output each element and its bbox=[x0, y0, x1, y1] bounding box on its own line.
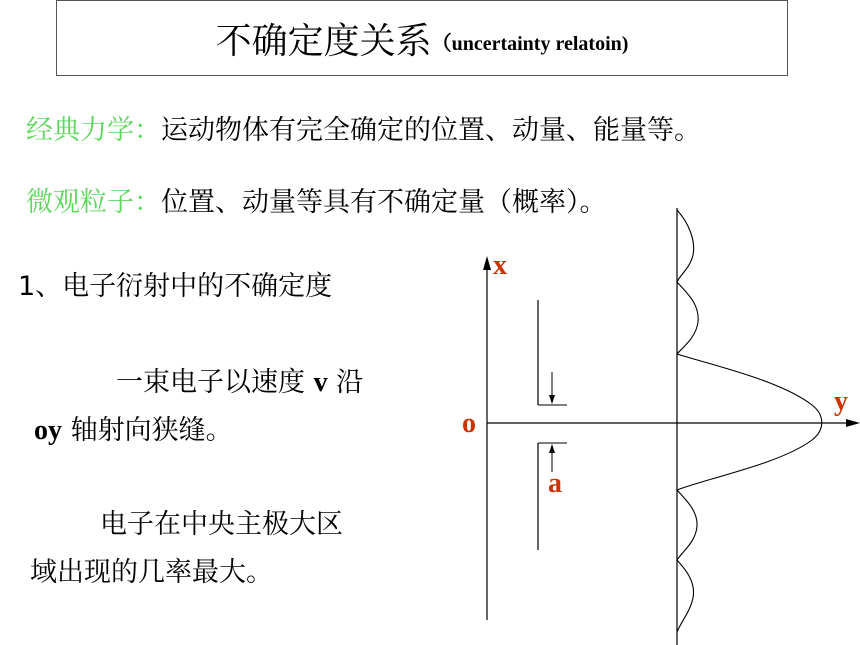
para1-line1-pre: 一束电子以速度 bbox=[116, 367, 314, 398]
velocity-symbol: v bbox=[313, 367, 328, 398]
page-subtitle: （uncertainty relatoin) bbox=[431, 32, 629, 55]
oy-symbol: oy bbox=[34, 415, 62, 446]
para2-line1: 电子在中央主极大区 bbox=[100, 509, 343, 540]
para1-line1-post: 沿 bbox=[327, 367, 364, 398]
arrow-down-icon bbox=[549, 395, 555, 404]
x-axis-arrow-icon bbox=[483, 256, 491, 270]
para1-line2-post: 轴射向狭缝。 bbox=[62, 415, 233, 446]
classical-text: 运动物体有完全确定的位置、动量、能量等。 bbox=[161, 115, 701, 146]
origin-label: o bbox=[462, 408, 476, 439]
section-heading: 1、电子衍射中的不确定度 bbox=[18, 271, 333, 302]
para2-line2: 域出现的几率最大。 bbox=[30, 557, 273, 588]
micro-label: 微观粒子： bbox=[26, 187, 161, 218]
page-title: 不确定度关系 bbox=[215, 20, 432, 62]
x-axis-label: x bbox=[493, 250, 507, 281]
y-axis-arrow-icon bbox=[846, 419, 860, 427]
y-axis-label: y bbox=[834, 386, 848, 417]
arrow-up-icon bbox=[549, 444, 555, 453]
intensity-curve bbox=[677, 210, 822, 632]
slit-width-label: a bbox=[548, 468, 562, 499]
classical-label: 经典力学： bbox=[26, 115, 161, 146]
micro-text: 位置、动量等具有不确定量（概率）。 bbox=[161, 187, 607, 218]
